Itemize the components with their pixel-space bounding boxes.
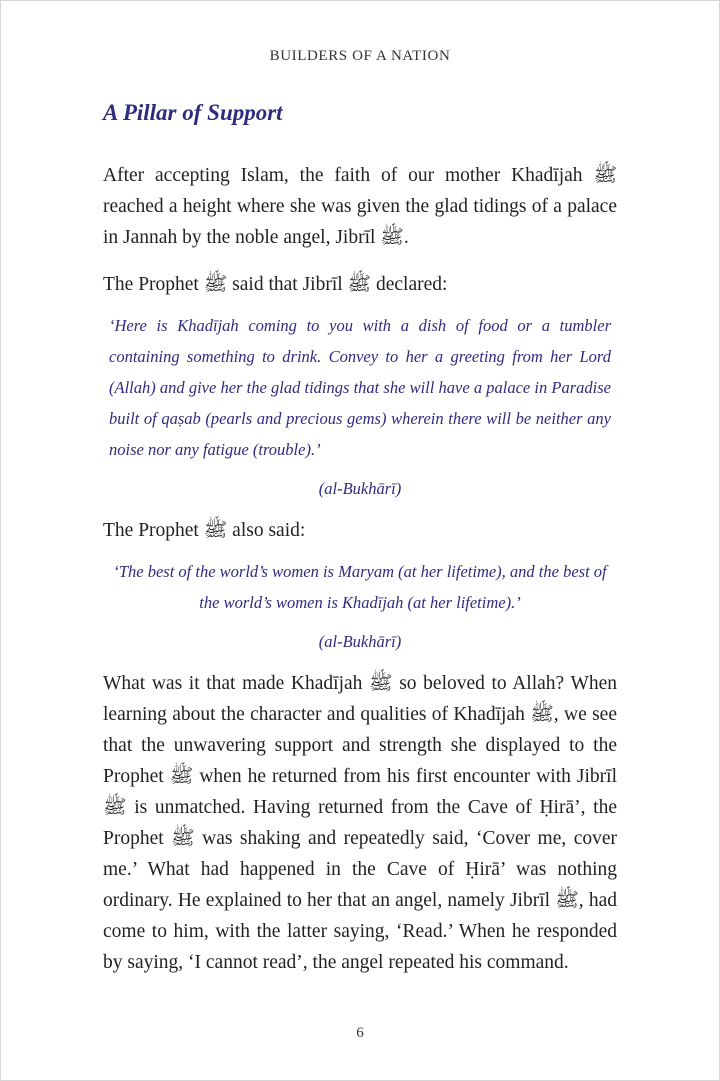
hadith-intro-2: The Prophet ﷺ also said: [103, 520, 306, 541]
page-body [103, 160, 617, 978]
hadith-quote-1: ‘Here is Khadījah coming to you with a dish of food or a tumbler containing something to drink. Convey to her a greeting from her Lord (Allah) and give her the glad tidings that she will have a palace in Paradise built of qaṣab (pearls and precious gems) wherein there will be neither any noise nor any fatigue (trouble).’ [109, 316, 611, 459]
intro-paragraph: After accepting Islam, the faith of our mother Khadījah ﷺ reached a height where she was given the glad tidings of a palace in Jannah by the noble angel, Jibrīl ﷺ. [103, 165, 617, 248]
hadith-source-1: (al-Bukhārī) [318, 479, 402, 498]
running-header: BUILDERS OF A NATION [269, 48, 451, 64]
hadith-quote-2: ‘The best of the world’s women is Maryam (at her lifetime), and the best of the world’s women is Khadījah (at her lifetime).’ [113, 562, 607, 612]
hadith-source-2: (al-Bukhārī) [318, 632, 402, 651]
body-paragraph: What was it that made Khadījah ﷺ so beloved to Allah? When learning about the character and qualities of Khadījah ﷺ, we see that the unwavering support and strength she displayed to the Prophet ﷺ when he returned from his first encounter with Jibrīl ﷺ is unmatched. Having returned from the Cave of Ḥirā’, the Prophet ﷺ was shaking and repeatedly said, ‘Cover me, cover me.’ What had happened in the Cave of Ḥirā’ was nothing ordinary. He explained to her that an angel, namely Jibrīl ﷺ, had come to him, with the latter saying, ‘Read.’ When he responded by saying, ‘I cannot read’, the angel repeated his command. [103, 673, 618, 973]
section-title: A Pillar of Support [103, 100, 283, 125]
page-number: 6 [356, 1025, 364, 1041]
hadith-intro-1: The Prophet ﷺ said that Jibrīl ﷺ declared: [103, 274, 448, 295]
